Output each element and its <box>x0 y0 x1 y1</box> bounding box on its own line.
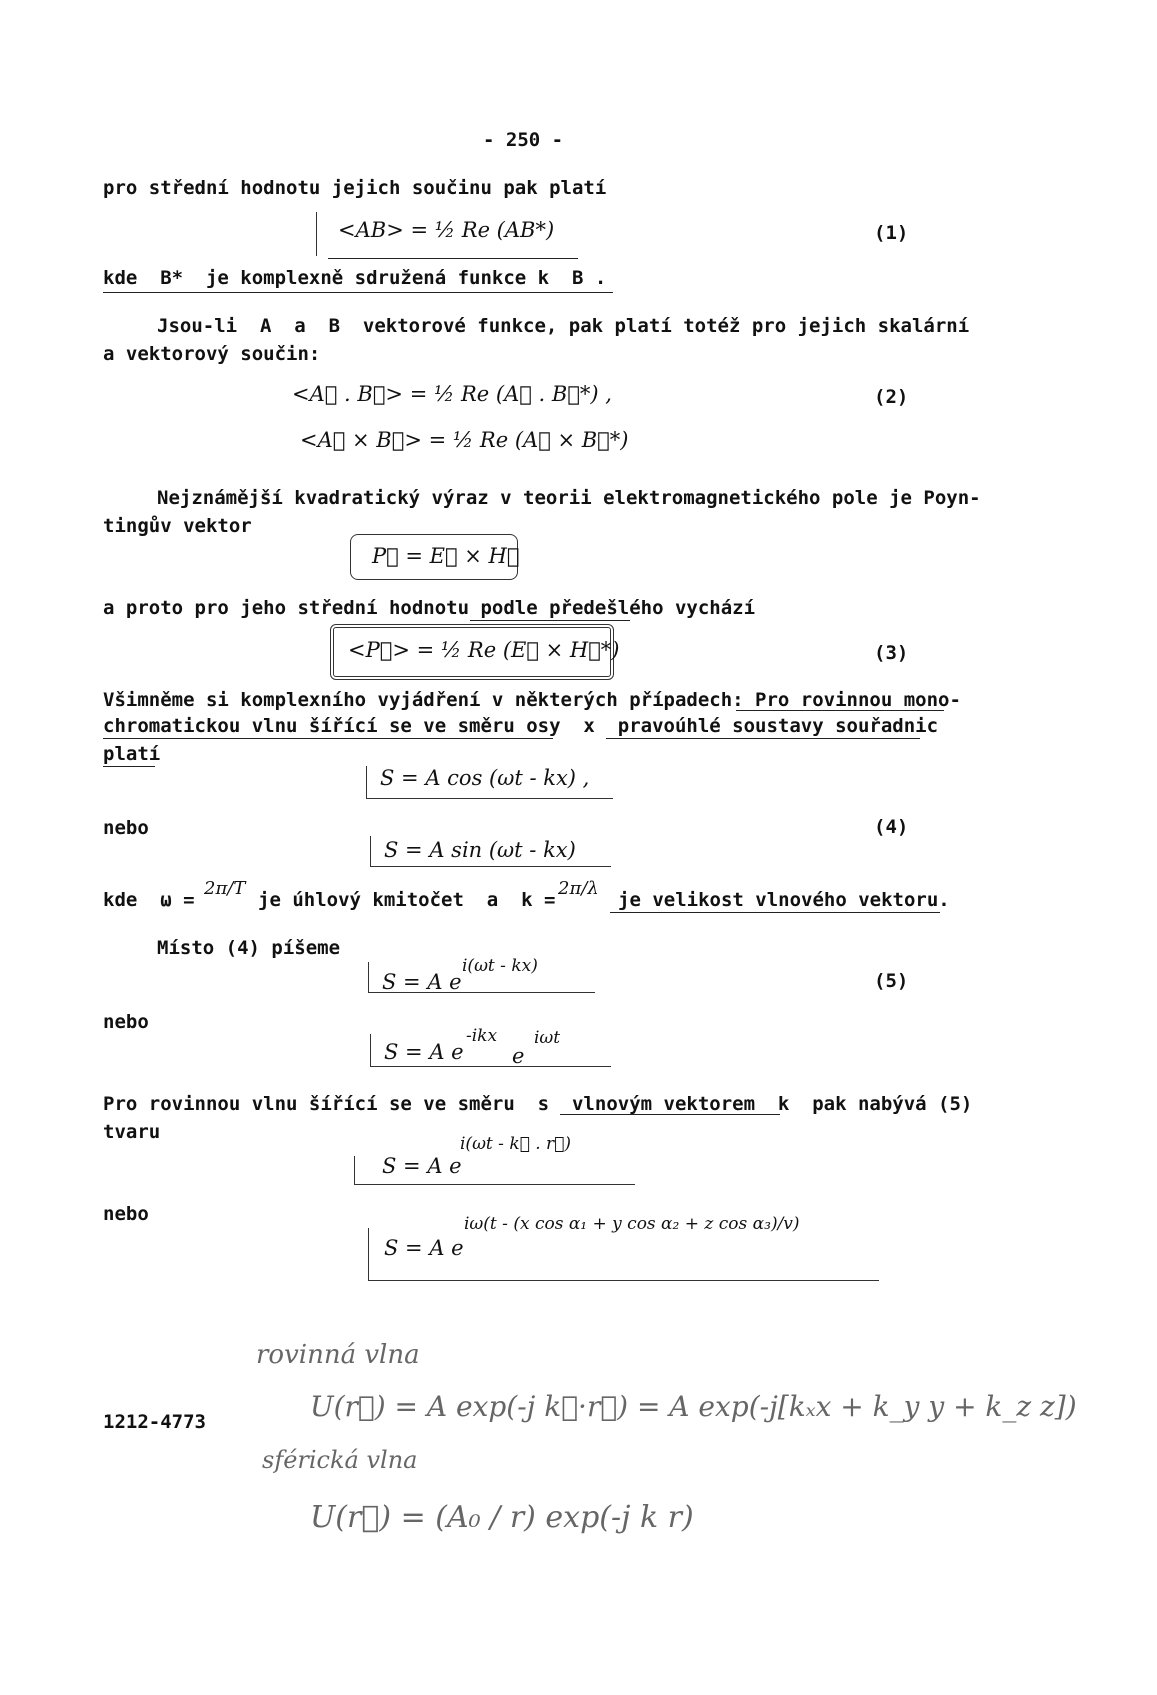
text-line-13: Místo (4) píšeme <box>157 937 341 959</box>
line9-underline-a <box>103 738 553 739</box>
handwritten-note-3: sférická vlna <box>262 1446 418 1474</box>
equation-6a-exponent: i(ωt - k⃗ . r⃗) <box>460 1134 571 1154</box>
line8-underline <box>736 710 944 711</box>
line12-underline <box>610 912 940 913</box>
equation-2b: <A⃗ × B⃗> = ½ Re (A⃗ × B⃗*) <box>300 428 629 452</box>
equation-5b-exponent-1: -ikx <box>466 1026 498 1046</box>
line15-underline <box>560 1114 780 1115</box>
text-line-14: nebo <box>103 1011 149 1033</box>
equation-4a: S = A cos (ωt - kx) , <box>380 766 590 790</box>
equation-number-1: (1) <box>874 222 909 244</box>
equation-5b-mid: e <box>512 1044 525 1068</box>
text-line-6: tingův vektor <box>103 515 252 537</box>
equation-1: <AB> = ½ Re (AB*) <box>338 218 555 242</box>
line10-underline <box>103 766 155 767</box>
text-line-15: Pro rovinnou vlnu šířící se ve směru s vlnovým vektorem k pak nabývá (5) <box>103 1093 973 1115</box>
eq1-underline <box>328 258 578 259</box>
text-line-7: a proto pro jeho střední hodnotu podle předešlého vychází <box>103 597 756 619</box>
equation-5a-exponent: i(ωt - kx) <box>462 956 538 976</box>
equation-number-5: (5) <box>874 970 909 992</box>
equation-number-3: (3) <box>874 642 909 664</box>
text-line-4: a vektorový součin: <box>103 343 321 365</box>
text-line-10: platí <box>103 743 161 765</box>
line7-underline-b <box>540 620 630 621</box>
equation-5a-base: S = A e <box>382 970 462 994</box>
page-number: - 250 - <box>483 129 564 151</box>
line9-underline-b <box>606 738 920 739</box>
equation-5b-exponent-2: iωt <box>534 1028 561 1048</box>
handwritten-note-1: rovinná vlna <box>256 1340 420 1370</box>
text-line-12c: je velikost vlnového vektoru. <box>618 889 950 911</box>
k-fraction: 2π/λ <box>558 878 599 899</box>
text-line-17: nebo <box>103 1203 149 1225</box>
line2-underline <box>103 292 613 293</box>
equation-5b-base: S = A e <box>384 1040 464 1064</box>
equation-6a-base: S = A e <box>382 1154 462 1178</box>
text-line-3: Jsou-li A a B vektorové funkce, pak platí totéž pro jejich skalární <box>157 315 970 337</box>
footer-code: 1212-4773 <box>103 1411 206 1433</box>
omega-fraction: 2π/T <box>204 878 246 899</box>
text-line-2: kde B* je komplexně sdružená funkce k B . <box>103 267 607 289</box>
text-line-12b: je úhlový kmitočet a k = <box>258 889 556 911</box>
text-line-11: nebo <box>103 817 149 839</box>
equation-6b-base: S = A e <box>384 1236 464 1260</box>
equation-number-2: (2) <box>874 386 909 408</box>
equation-4b: S = A sin (ωt - kx) <box>384 838 576 862</box>
equation-poynting: P⃗ = E⃗ × H⃗ <box>372 544 520 568</box>
equation-number-4: (4) <box>874 816 909 838</box>
text-line-9: chromatickou vlnu šířící se ve směru osy x pravoúhlé soustavy souřadnic <box>103 715 939 737</box>
text-line-5: Nejznámější kvadratický výraz v teorii elektromagnetického pole je Poyn- <box>157 487 981 509</box>
text-line-16: tvaru <box>103 1121 161 1143</box>
handwritten-note-4: U(r⃗) = (A₀ / r) exp(-j k r) <box>310 1500 694 1535</box>
equation-3: <P⃗> = ½ Re (E⃗ × H⃗*) <box>348 638 620 662</box>
text-line-1: pro střední hodnotu jejich součinu pak platí <box>103 177 607 199</box>
equation-6b-exponent: iω(t - (x cos α₁ + y cos α₂ + z cos α₃)/v) <box>464 1214 800 1234</box>
line7-underline-a <box>470 620 540 621</box>
text-line-12a: kde ω = <box>103 889 195 911</box>
equation-2a: <A⃗ . B⃗> = ½ Re (A⃗ . B⃗*) , <box>292 382 612 406</box>
handwritten-note-2: U(r⃗) = A exp(-j k⃗·r⃗) = A exp(-j[kₓx + k_y y + k_z z]) <box>310 1390 1077 1423</box>
text-line-8: Všimněme si komplexního vyjádření v některých případech: Pro rovinnou mono- <box>103 689 961 711</box>
